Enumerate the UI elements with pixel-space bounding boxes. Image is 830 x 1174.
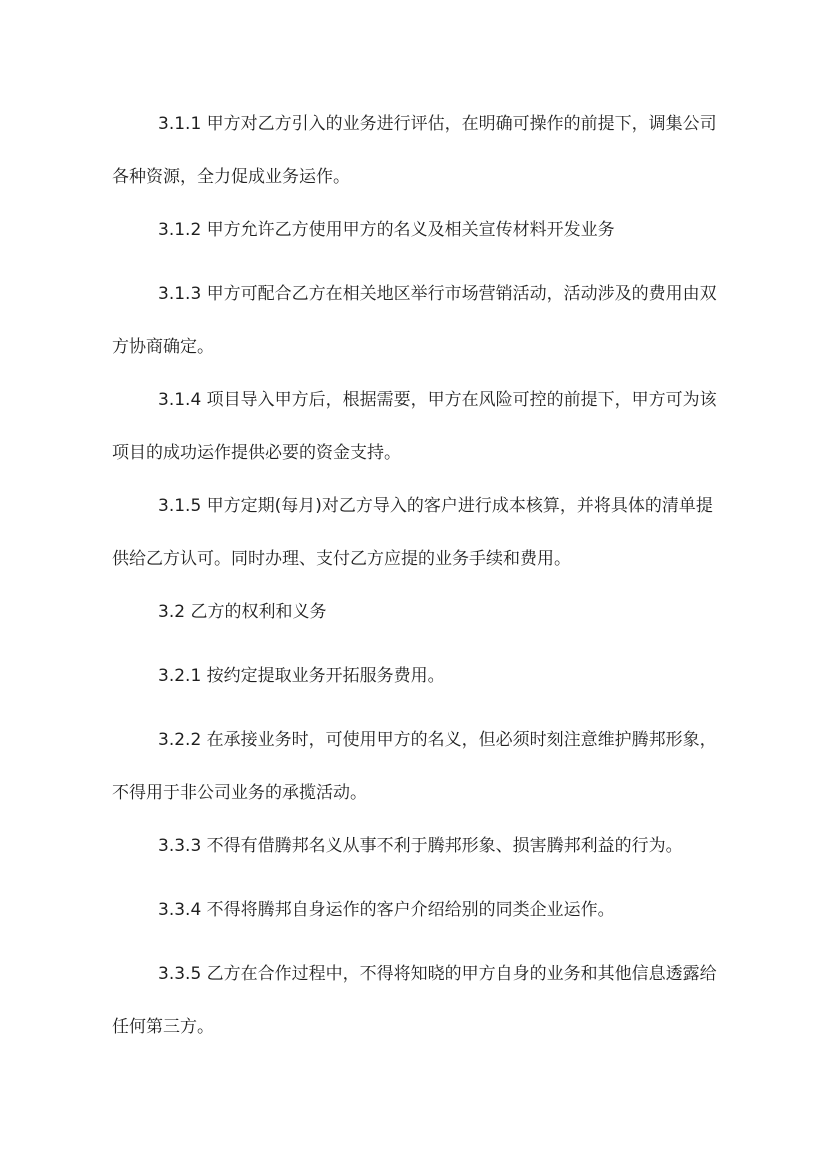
clause-3-1-3 [112, 268, 720, 374]
clause-3-1-2 [112, 204, 720, 257]
clause-3-2-2-text: 3.2.2 在承接业务时，可使用甲方的名义，但必须时刻注意维护腾邦形象，不得用于非公司业务的承揽活动。 [112, 730, 717, 803]
clause-3-3-4 [112, 884, 720, 937]
clause-3-1-2-text: 3.1.2 甲方允许乙方使用甲方的名义及相关宣传材料开发业务 [158, 220, 615, 240]
clause-3-1-1-text: 3.1.1 甲方对乙方引入的业务进行评估，在明确可操作的前提下，调集公司各种资源，全力促成业务运作。 [112, 114, 717, 187]
clause-3-1-1 [112, 98, 720, 204]
clause-3-2-1-text: 3.2.1 按约定提取业务开拓服务费用。 [158, 666, 445, 686]
clause-3-2-2 [112, 714, 720, 820]
clause-3-1-4-text: 3.1.4 项目导入甲方后，根据需要，甲方在风险可控的前提下，甲方可为该项目的成功运作提供必要的资金支持。 [112, 390, 717, 463]
clause-3-1-4 [112, 374, 720, 480]
clause-3-3-5 [112, 948, 720, 1054]
clause-3-3-5-text: 3.3.5 乙方在合作过程中，不得将知晓的甲方自身的业务和其他信息透露给任何第三方。 [112, 964, 717, 1037]
clause-3-3-3 [112, 820, 720, 873]
clause-3-1-5-text: 3.1.5 甲方定期(每月)对乙方导入的客户进行成本核算，并将具体的清单提供给乙方认可。同时办理、支付乙方应提的业务手续和费用。 [112, 496, 713, 569]
section-3-2-heading: 3.2 乙方的权利和义务 [158, 602, 327, 622]
clause-3-3-3-text: 3.3.3 不得有借腾邦名义从事不利于腾邦形象、损害腾邦利益的行为。 [158, 836, 683, 856]
clause-3-3-4-text: 3.3.4 不得将腾邦自身运作的客户介绍给别的同类企业运作。 [158, 900, 615, 920]
clause-3-1-3-text: 3.1.3 甲方可配合乙方在相关地区举行市场营销活动，活动涉及的费用由双方协商确定。 [112, 284, 717, 357]
clause-3-1-5 [112, 480, 720, 586]
clause-3-2-1 [112, 650, 720, 703]
